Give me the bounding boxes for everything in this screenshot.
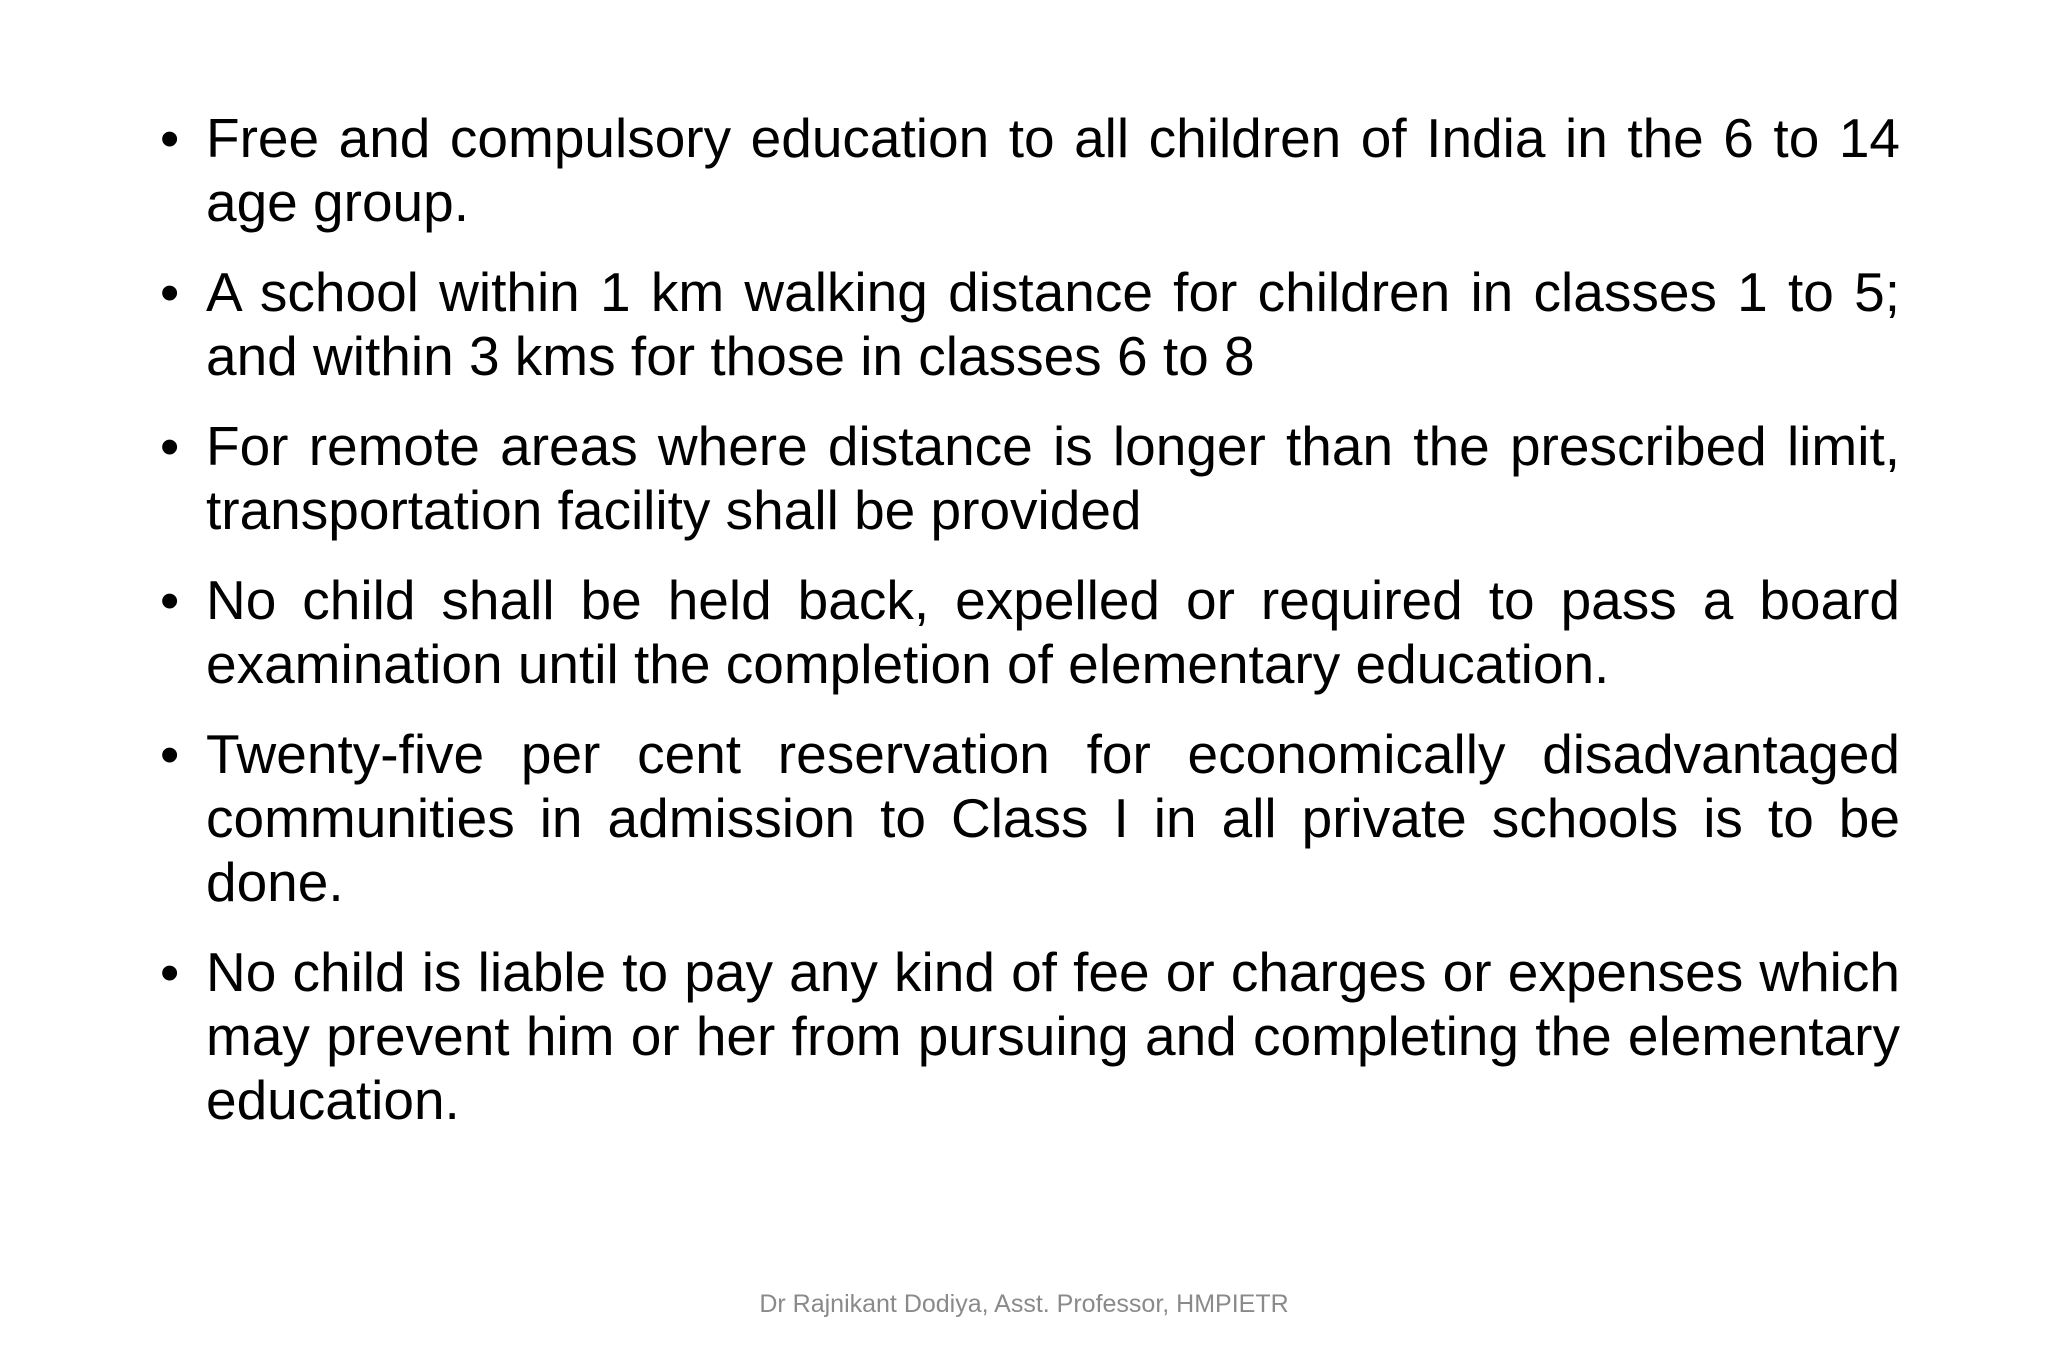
bullet-text: No child shall be held back, expelled or required to pass a board examination until the completion of elementary education.: [206, 569, 1900, 695]
bullet-dot-icon: •: [160, 569, 180, 631]
bullet-text: Twenty-five per cent reservation for economically disadvantaged communities in admission to Class I in all private schools is to be done.: [206, 723, 1900, 913]
bullet-item: [150, 260, 1900, 388]
bullet-dot-icon: •: [160, 723, 180, 785]
bullet-text: For remote areas where distance is longer than the prescribed limit, transportation facility shall be provided: [206, 415, 1900, 541]
bullet-dot-icon: •: [160, 415, 180, 477]
bullet-item: [150, 414, 1900, 542]
slide-footer: Dr Rajnikant Dodiya, Asst. Professor, HMPIETR: [759, 1290, 1289, 1318]
bullet-text: A school within 1 km walking distance for children in classes 1 to 5; and within 3 kms for those in classes 6 to 8: [206, 261, 1900, 387]
bullet-text: Free and compulsory education to all children of India in the 6 to 14 age group.: [206, 107, 1900, 233]
bullet-dot-icon: •: [160, 107, 180, 169]
bullet-item: [150, 722, 1900, 914]
bullet-item: [150, 106, 1900, 234]
bullet-list: [150, 106, 1900, 1158]
bullet-dot-icon: •: [160, 261, 180, 323]
bullet-dot-icon: •: [160, 941, 180, 1003]
bullet-text: No child is liable to pay any kind of fee or charges or expenses which may prevent him or her from pursuing and completing the elementary education.: [206, 941, 1900, 1131]
bullet-item: [150, 940, 1900, 1132]
bullet-item: [150, 568, 1900, 696]
